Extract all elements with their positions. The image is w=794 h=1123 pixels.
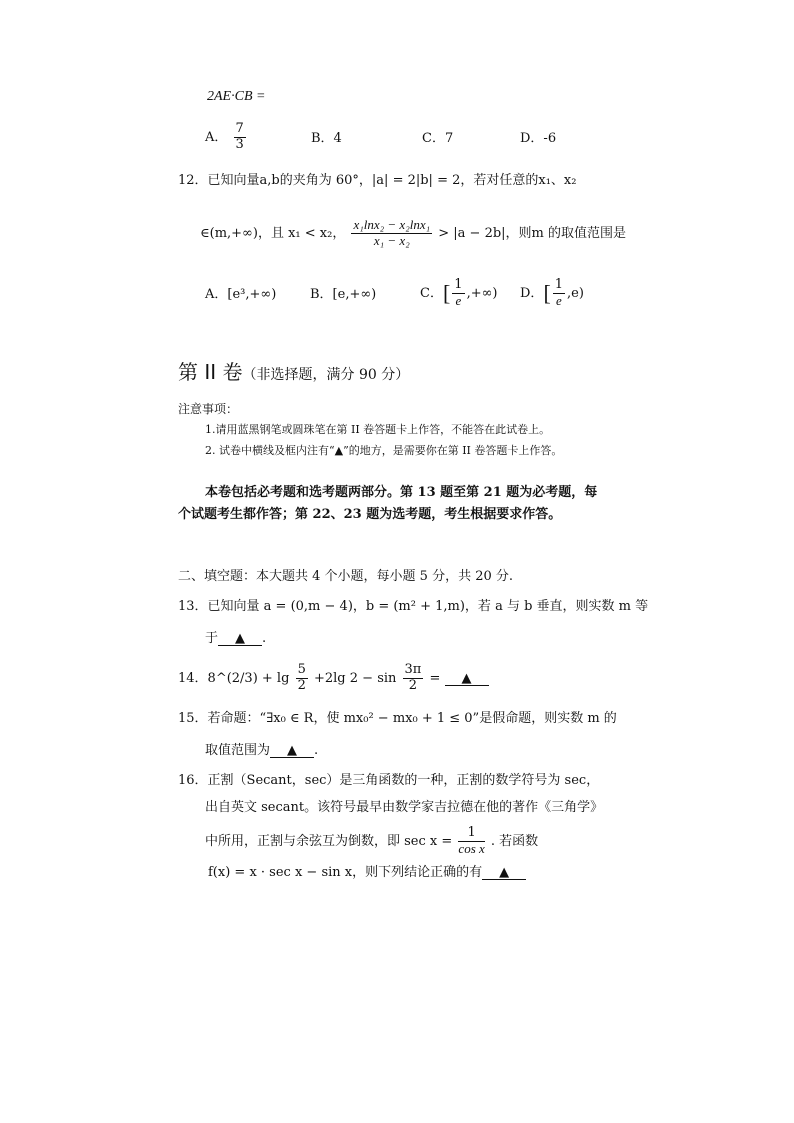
q12-option-c-tail: ,+∞) xyxy=(466,285,498,301)
q12-domain: ∈(m,+∞)，且 x₁ < x₂， xyxy=(200,225,346,241)
q12-option-c xyxy=(420,278,498,309)
q12-d-den: e xyxy=(556,292,562,308)
q12-option-d-tail: ,e) xyxy=(567,285,584,301)
q13-line2 xyxy=(205,632,266,646)
q13-line1: 13．已知向量 a = (0,m − 4)，b = (m² + 1,m)，若 a 与 b 垂直，则实数 m 等 xyxy=(178,599,649,614)
part2-title: 二、填空题：本大题共 4 个小题，每小题 5 分，共 20 分. xyxy=(178,569,514,584)
notice-title: 注意事项： xyxy=(178,402,239,416)
q15-line2 xyxy=(205,744,318,758)
q12-c-den: e xyxy=(455,292,462,308)
q11-frac-den: 3 xyxy=(235,136,244,152)
q12-frac-num: x₁lnx₂ − x₂lnx₁ xyxy=(353,217,431,232)
q14-f2-num: 3π xyxy=(404,662,422,677)
q16-line3 xyxy=(205,826,538,857)
q11-option-d: D．-6 xyxy=(520,131,557,146)
q13-line2-text: 于 xyxy=(205,631,219,646)
q15-line1: 15．若命题：“∃x₀ ∈ R，使 mx₀² − mx₀ + 1 ≤ 0”是假命题，则实数 m 的 xyxy=(178,711,617,726)
q13-end: . xyxy=(262,631,267,646)
intro-line-2: 个试题考生都作答；第 22、23 题为选考题，考生根据要求作答。 xyxy=(178,507,562,522)
q11-option-a-label: A． xyxy=(205,129,228,145)
q12-option-b: B．[e,+∞) xyxy=(310,287,377,302)
q14-line xyxy=(178,663,489,694)
q12-frac-den: x₁ − x₂ xyxy=(373,232,410,248)
q16-f-den: cos x xyxy=(458,840,485,856)
q12-line2 xyxy=(200,218,626,249)
q12-option-d-label: D． xyxy=(520,285,544,301)
q16-line2: 出自英文 secant。该符号最早由数学家吉拉德在他的著作《三角学》 xyxy=(205,800,604,815)
q11-expression: 2AE·CB = xyxy=(207,89,266,104)
q15-answer-blank: ▲ xyxy=(270,744,314,758)
q11-option-c: C．7 xyxy=(422,131,454,146)
q12-condition: > |a − 2b|，则m 的取值范围是 xyxy=(438,225,627,241)
q16-sec-fraction xyxy=(458,826,484,857)
q11-options xyxy=(205,122,248,153)
q15-end: . xyxy=(314,743,319,758)
q11-frac-num: 7 xyxy=(235,121,244,136)
q16-line3-tail: . 若函数 xyxy=(490,833,539,849)
q15-line2-text: 取值范围为 xyxy=(205,743,271,758)
notice-item-1: 1.请用蓝黑钢笔或圆珠笔在第 II 卷答题卡上作答，不能答在此试卷上。 xyxy=(205,423,551,436)
q12-option-d-bracket: [ xyxy=(543,280,551,306)
q14-answer-blank: ▲ xyxy=(445,672,489,686)
q12-line1: 12．已知向量a,b的夹角为 60°，|a| = 2|b| = 2，若对任意的x₁、x₂ xyxy=(178,173,577,188)
q14-middle: +2lg 2 − sin xyxy=(313,670,397,686)
q12-inequality-fraction xyxy=(351,218,432,249)
q12-option-c-label: C． xyxy=(420,285,443,301)
section-subtitle: （非选择题，满分 90 分） xyxy=(242,367,410,383)
section-heading xyxy=(178,362,409,382)
q12-d-num: 1 xyxy=(554,277,564,292)
q14-f1-num: 5 xyxy=(297,662,306,677)
q14-f1-den: 2 xyxy=(297,677,306,693)
q16-line3-text: 中所用，正割与余弦互为倒数，即 sec x = xyxy=(205,833,453,849)
q14-fraction-2 xyxy=(403,663,424,694)
q16-line4-text: f(x) = x · sec x − sin x，则下列结论正确的有 xyxy=(208,865,483,880)
q16-answer-blank: ▲ xyxy=(482,866,526,880)
q12-option-c-fraction xyxy=(452,278,464,309)
q12-option-d-fraction xyxy=(553,278,565,309)
q16-f-num: 1 xyxy=(458,826,484,842)
q16-line1: 16．正割（Secant，sec）是三角函数的一种，正割的数学符号为 sec， xyxy=(178,773,600,788)
q14-prefix: 14．8^(2/3) + lg xyxy=(178,670,290,686)
q13-answer-blank: ▲ xyxy=(218,632,262,646)
section-title: 第 II 卷 xyxy=(178,360,243,384)
q11-option-a-fraction xyxy=(234,122,246,153)
notice-item-2: 2. 试卷中横线及框内注有“▲”的地方，是需要你在第 II 卷答题卡上作答。 xyxy=(205,444,563,457)
q12-c-num: 1 xyxy=(454,277,463,292)
q12-option-c-bracket: [ xyxy=(442,280,451,306)
intro-line-1: 本卷包括必考题和选考题两部分。第 13 题至第 21 题为必考题，每 xyxy=(205,485,598,500)
q11-option-b: B．4 xyxy=(311,131,342,146)
q14-fraction-1 xyxy=(296,663,308,694)
q16-line4 xyxy=(208,866,526,880)
q14-equals: = xyxy=(429,670,441,686)
q12-option-d xyxy=(520,278,584,309)
q12-option-a: A．[e³,+∞) xyxy=(205,287,277,302)
q14-f2-den: 2 xyxy=(408,677,418,693)
